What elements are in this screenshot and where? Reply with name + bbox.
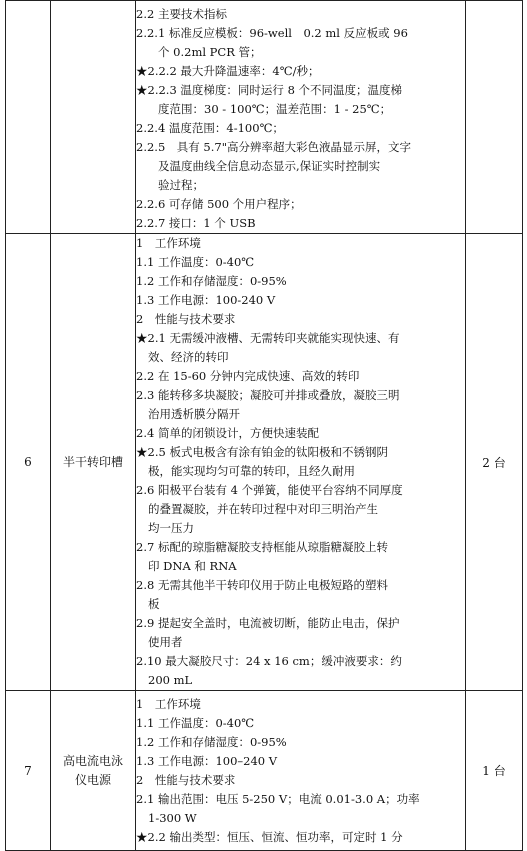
spec-table [5,0,523,851]
spec-line: 1.1 工作温度：0-40℃ [136,255,255,269]
spec-line: 2.9 提起安全盖时，电流被切断，能防止电击，保护 [136,616,400,630]
spec-line: 2.2.7 接口：1 个 USB [136,216,256,230]
spec-line: 2.7 标配的琼脂糖凝胶支持框能从琼脂糖凝胶上转 [136,540,388,554]
spec-line: 1-300 W [148,810,197,825]
row-index: 7 [6,691,51,851]
row-index [6,1,51,234]
spec-line: 1.2 工作和存储湿度：0-95% [136,734,287,749]
spec-line: 2.2 在 15-60 分钟内完成快速、高效的转印 [136,369,360,383]
item-name [51,1,136,234]
spec-line: 2 性能与技术要求 [136,312,236,326]
spec-line: 及温度曲线全信息动态显示,保证实时控制实 [158,159,381,173]
spec-line: 个 0.2ml PCR 管； [158,45,262,59]
spec-line: 效、经济的转印 [148,350,229,364]
spec-line: 2.2.5 具有 5.7"高分辨率超大彩色液晶显示屏，文字 [136,140,411,154]
item-name-line: 半干转印槽 [62,454,123,469]
spec-line: 2.6 阳极平台装有 4 个弹簧，能使平台容纳不同厚度 [136,483,403,497]
spec-line: 验过程； [158,178,204,192]
spec-line: 200 mL [148,673,193,687]
spec-line: ★2.5 板式电极含有涂有铂金的钛阳极和不锈钢阴 [136,445,388,459]
spec-line: 均一压力 [148,521,194,535]
spec-line: 度范围：30 - 100℃；温差范围：1 - 25℃； [158,102,392,116]
table-row [6,234,523,691]
item-name [51,234,136,691]
spec-line: 2.2 主要技术指标 [136,7,227,21]
spec-line: 的叠置凝胶，并在转印过程中对印三明治产生 [148,502,378,516]
spec-line: 板 [148,597,160,611]
table-row [6,691,523,851]
spec-line: ★2.2.3 温度梯度：同时运行 8 个不同温度；温度梯 [136,83,403,97]
spec-line: 印 DNA 和 RNA [148,559,237,573]
spec-line: 1.3 工作电源：100-240 V [136,293,276,307]
spec-cell [136,691,466,851]
item-name-line: 高电流电泳 [62,753,123,768]
spec-line: 2 性能与技术要求 [136,772,236,787]
spec-cell [136,234,466,691]
spec-line: 2.2.6 可存储 500 个用户程序； [136,197,302,211]
quantity: 2 台 [466,234,523,691]
spec-table-body [6,1,523,851]
row-index: 6 [6,234,51,691]
spec-line: 1.2 工作和存储湿度：0-95% [136,274,287,288]
spec-cell [136,1,466,234]
spec-line: ★2.2 输出类型：恒压、恒流、恒功率，可定时 1 分 [136,829,403,844]
spec-line: ★2.2.2 最大升降温速率：4℃/秒； [136,64,320,78]
spec-line: 2.4 简单的闭锁设计，方便快速装配 [136,426,319,440]
spec-line: 1 工作环境 [136,236,201,250]
quantity [466,1,523,234]
table-row [6,1,523,234]
spec-line: 2.10 最大凝胶尺寸：24 x 16 cm；缓冲液要求：约 [136,654,402,668]
spec-line: 治用透析膜分隔开 [148,407,240,421]
spec-line: 2.1 输出范围：电压 5-250 V；电流 0.01-3.0 A；功率 [136,791,420,806]
item-name-line: 仪电源 [74,772,111,787]
spec-line: 1 工作环境 [136,696,201,711]
spec-line: 2.2.1 标准反应模板：96-well 0.2 ml 反应板或 96 [136,26,408,40]
spec-line: 1.3 工作电源：100–240 V [136,753,278,768]
spec-line: 2.8 无需其他半干转印仪用于防止电极短路的塑料 [136,578,388,592]
spec-line: 极，能实现均匀可靠的转印，且经久耐用 [148,464,355,478]
item-name [51,691,136,851]
spec-line: ★2.1 无需缓冲液槽、无需转印夹就能实现快速、有 [136,331,400,345]
spec-line: 2.2.4 温度范围：4-100℃； [136,121,284,135]
quantity: 1 台 [466,691,523,851]
spec-line: 使用者 [148,635,183,649]
spec-line: 1.1 工作温度：0-40℃ [136,715,255,730]
spec-line: 2.3 能转移多块凝胶；凝胶可并排或叠放，凝胶三明 [136,388,400,402]
